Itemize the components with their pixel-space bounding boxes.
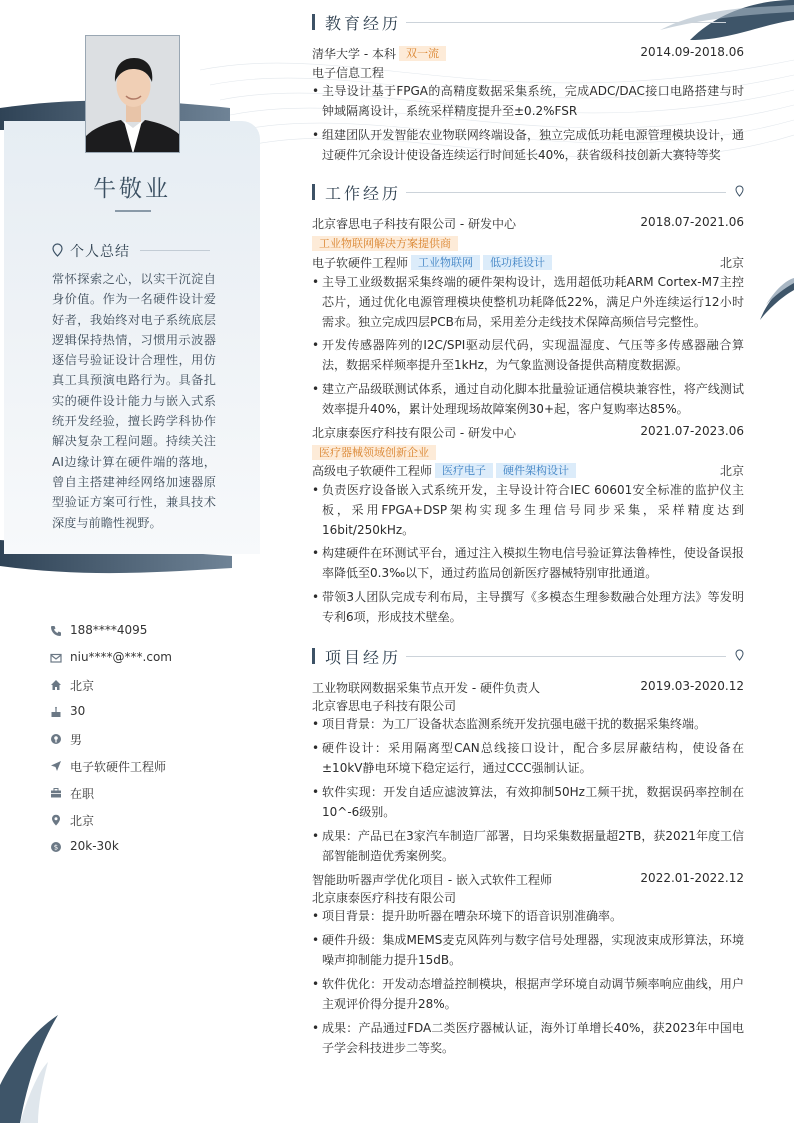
job-bullet: • 构建硬件在环测试平台，通过注入模拟生物电信号验证算法鲁棒性，使设备误报率降低至0.3‰以下，通过药监局创新医疗器械特别审批通道。 [312, 546, 744, 580]
projects-header [312, 645, 744, 667]
school-badge: 双一流 [399, 46, 446, 61]
summary-text: 常怀探索之心，以实干沉淀自身价值。作为一名硬件设计爱好者，我始终对电子系统底层逻辑保持热情，习惯用示波器逐信号验证设计合理性，用仿真工具预演电路行为。具备扎实的硬件设计能力与嵌入式系统开发经验，擅长跨学科协作解决复杂工程问题。持续关注AI边缘计算在硬件端的落地，曾自主搭建神经网络加速器原型验证方案可行性，兼具技术深度与前瞻性视野。 [52, 272, 216, 530]
education-major: 电子信息工程 [312, 66, 385, 80]
cake-icon [50, 706, 62, 718]
job-bullet: • 主导工业级数据采集终端的硬件架构设计，选用超低功耗ARM Cortex-M7主控芯片，通过优化电源管理模块使整机功耗降低22%，满足户外连续运行12小时需求。独立完成四层PCB布局，采用差分走线技术保障高频信号完整性。 [312, 275, 744, 329]
project-name-row: 智能助听器声学优化项目 - 嵌入式软件工程师 2022.01-2022.12 [312, 871, 744, 887]
contact-job: 电子软硬件工程师 [50, 757, 250, 784]
phone-icon [50, 625, 62, 637]
contact-phone: 188****4095 [50, 622, 250, 649]
location-pin-icon [52, 243, 63, 257]
location-pin-icon [735, 649, 744, 661]
svg-text:$: $ [53, 843, 59, 852]
education-school-row [312, 45, 744, 62]
education-title: 教育经历 [325, 14, 402, 33]
project-bullet: • 成果：产品已在3家汽车制造厂部署，日均采集数据量超2TB，获2021年度工信部智能制造优秀案例奖。 [312, 829, 744, 863]
work-header [312, 181, 744, 203]
job-bullet: • 带领3人团队完成专利布局，主导撰写《多模态生理参数融合处理方法》等发明专利6项，形成技术壁垒。 [312, 590, 744, 624]
summary-divider [140, 250, 210, 251]
job-position-row: 高级电子软硬件工程师 医疗电子 硬件架构设计 北京 [312, 464, 744, 478]
job-bullet: • 建立产品级联测试体系，通过自动化脚本批量验证通信模块兼容性，将产线测试效率提升40%，累计处理现场故障案例30+起，客户复购率达85%。 [312, 382, 744, 416]
project-bullet: • 软件实现：开发自适应滤波算法，有效抑制50Hz工频干扰，数据误码率控制在10^-6级别。 [312, 785, 744, 819]
location-icon [50, 814, 62, 826]
job-company-row: 北京睿思电子科技有限公司 - 研发中心 2018.07-2021.06 [312, 215, 744, 231]
job-industry-row: 工业物联网解决方案提供商 [312, 236, 744, 251]
contact-status: 在职 [50, 784, 250, 811]
contact-list [50, 622, 250, 865]
job-industry-row: 医疗器械领域创新企业 [312, 445, 744, 460]
mail-icon [50, 652, 62, 664]
job-position-row: 电子软硬件工程师 工业物联网 低功耗设计 北京 [312, 256, 744, 270]
summary-title: 个人总结 [70, 244, 130, 260]
work-title: 工作经历 [325, 184, 402, 203]
project-bullet: • 项目背景：为工厂设备状态监测系统开发抗强电磁干扰的数据采集终端。 [312, 717, 707, 731]
project-bullet: • 成果：产品通过FDA二类医疗器械认证，海外订单增长40%，获2023年中国电子学会科技进步二等奖。 [312, 1021, 744, 1055]
projects-title: 项目经历 [325, 648, 402, 667]
school-name: 清华大学 - 本科 [312, 47, 396, 61]
education-bullet: • 组建团队开发智能农业物联网终端设备，独立完成低功耗电源管理模块设计，通过硬件冗余设计使设备连续运行时间延长40%，获省级科技创新大赛特等奖 [312, 128, 744, 162]
person-name: 牛敬业 [93, 176, 171, 202]
gender-icon [50, 733, 62, 745]
contact-location: 北京 [50, 811, 250, 838]
summary-header [52, 241, 212, 261]
job-bullet: • 负责医疗设备嵌入式系统开发，主导设计符合IEC 60601安全标准的监护仪主板，采用FPGA+DSP架构实现多生理信号同步采集，采样精度达到16bit/250kHz。 [312, 483, 744, 537]
contact-salary: $ 20k-30k [50, 838, 250, 865]
contact-home: 北京 [50, 676, 250, 703]
project-bullet: • 项目背景：提升助听器在嘈杂环境下的语音识别准确率。 [312, 909, 623, 923]
education-bullet: • 主导设计基于FPGA的高精度数据采集系统，完成ADC/DAC接口电路搭建与时钟域隔离设计，系统采样精度提升至±0.2%FSR [312, 84, 744, 118]
project-company: 北京睿思电子科技有限公司 [312, 699, 457, 713]
project-bullet: • 软件优化：开发动态增益控制模块，根据声学环境自动调节频率响应曲线，用户主观评价得分提升28%。 [312, 977, 744, 1011]
name-divider [115, 210, 151, 212]
job-bullet: • 开发传感器阵列的I2C/SPI驱动层代码，实现温湿度、气压等多传感器融合算法，数据采样频率提升至1kHz，为气象监测设备提供高精度数据源。 [312, 338, 744, 372]
location-pin-icon [735, 185, 744, 197]
briefcase-icon [50, 787, 62, 799]
project-bullet: • 硬件升级：集成MEMS麦克风阵列与数字信号处理器，实现波束成形算法，环境噪声抑制能力提升15dB。 [312, 933, 744, 967]
contact-gender: 男 [50, 730, 250, 757]
project-name-row: 工业物联网数据采集节点开发 - 硬件负责人 2019.03-2020.12 [312, 679, 744, 695]
salary-icon [50, 841, 62, 853]
education-header [312, 11, 744, 33]
education-period: 2014.09-2018.06 [640, 45, 744, 59]
contact-age: 30 [50, 703, 250, 730]
profile-photo [85, 35, 180, 153]
job-company-row: 北京康泰医疗科技有限公司 - 研发中心 2021.07-2023.06 [312, 424, 744, 440]
contact-email: niu****@***.com [50, 649, 250, 676]
project-company: 北京康泰医疗科技有限公司 [312, 891, 457, 905]
home-icon [50, 679, 62, 691]
project-bullet: • 硬件设计：采用隔离型CAN总线接口设计，配合多层屏蔽结构，使设备在±10kV静电环境下稳定运行，通过CCC强制认证。 [312, 741, 744, 775]
send-icon [50, 760, 62, 772]
